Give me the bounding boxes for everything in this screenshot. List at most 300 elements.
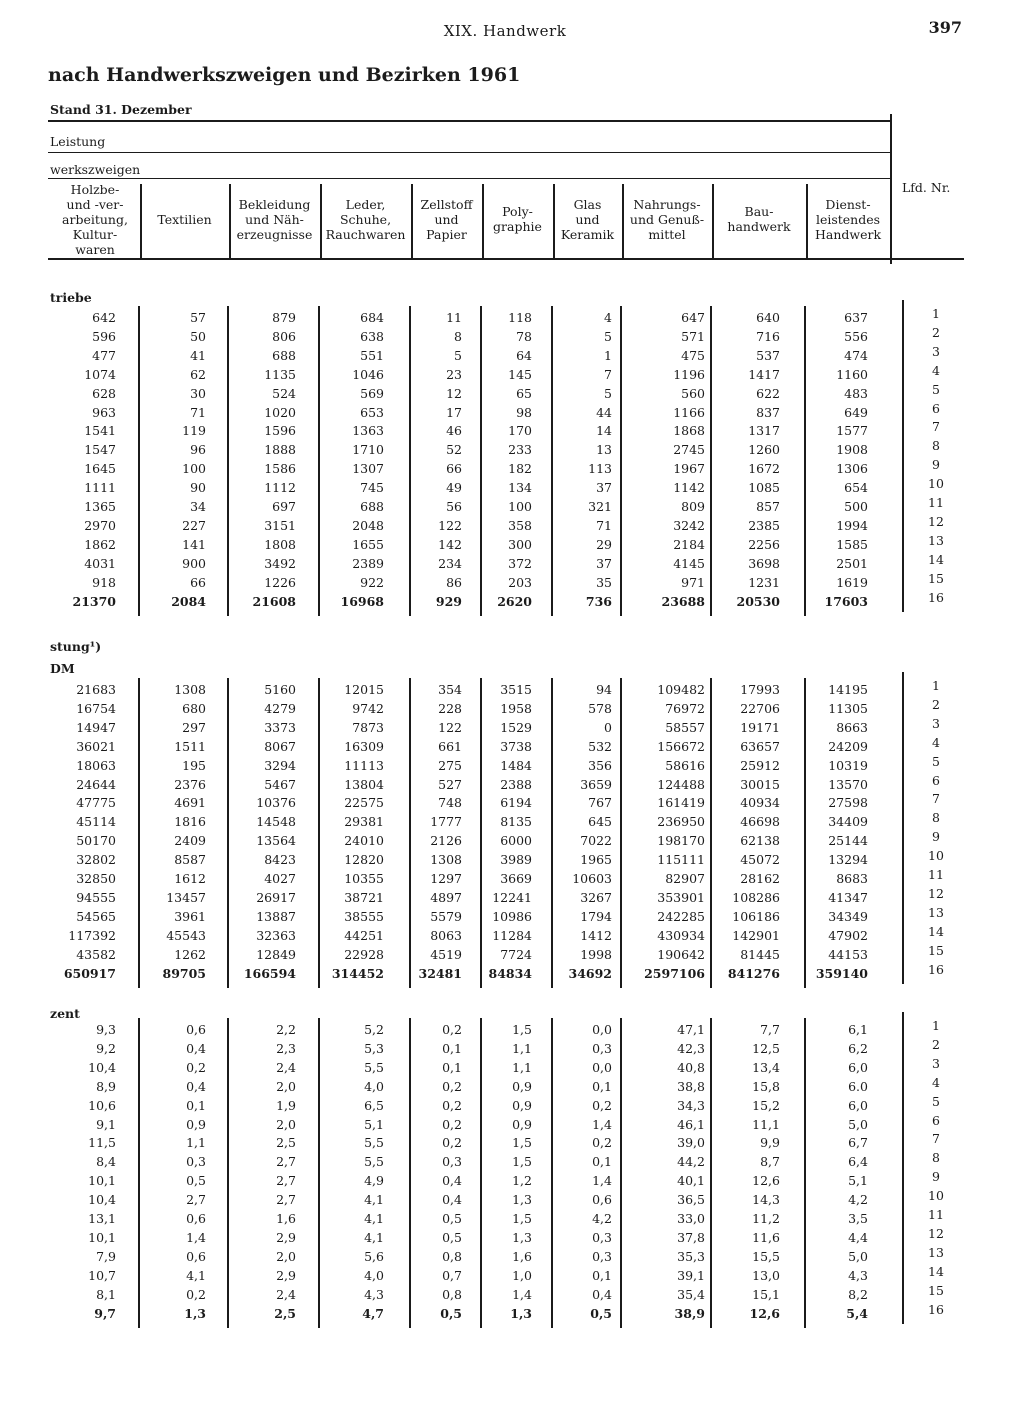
table-cell: 13	[596, 442, 612, 458]
table-cell: 65	[516, 385, 532, 401]
table-cell: 35	[596, 574, 612, 590]
table-cell: 1484	[500, 757, 532, 773]
table-cell: 1260	[748, 442, 780, 458]
table-cell: 39,1	[677, 1267, 705, 1283]
table-cell: 2409	[174, 833, 206, 849]
row-number: 3	[932, 343, 940, 359]
table-cell: 13564	[256, 833, 296, 849]
table-cell: 17993	[740, 682, 780, 697]
table-row	[0, 715, 1024, 739]
row-number: 11	[928, 495, 944, 510]
table-cell: 2184	[673, 536, 705, 552]
column-header-7	[553, 197, 622, 242]
table-cell: 36021	[76, 738, 116, 754]
table-cell: 879	[272, 310, 296, 325]
table-cell: 10376	[256, 795, 296, 811]
row-number: 9	[932, 829, 940, 845]
column-header-divider	[411, 184, 413, 258]
table-cell: 640	[756, 310, 780, 325]
table-cell: 242285	[657, 908, 705, 924]
table-cell: 12015	[344, 682, 384, 697]
table-row	[0, 1074, 1024, 1098]
table-cell: 8135	[500, 814, 532, 830]
table-cell: 16309	[344, 738, 384, 754]
table-cell: 0,2	[442, 1135, 462, 1151]
table-cell: 84834	[488, 965, 532, 981]
table-row	[0, 1112, 1024, 1136]
table-cell: 37,8	[677, 1229, 705, 1245]
table-cell: 0,1	[592, 1078, 612, 1094]
table-row	[0, 1131, 1024, 1154]
table-cell: 5579	[430, 908, 462, 924]
table-cell: 650917	[63, 965, 116, 981]
table-cell: 2,7	[276, 1154, 296, 1170]
table-cell: 1,5	[512, 1022, 532, 1037]
table-cell: 1,6	[276, 1211, 296, 1226]
row-number: 3	[932, 1055, 940, 1071]
table-cell: 1,3	[184, 1305, 206, 1321]
table-cell: 82907	[665, 871, 705, 886]
table-cell: 0,2	[186, 1286, 206, 1302]
column-header-divider	[140, 184, 142, 258]
table-cell: 0,3	[592, 1040, 612, 1056]
table-cell: 118	[508, 310, 532, 325]
table-row	[0, 848, 1024, 871]
table-cell: 161419	[657, 795, 705, 811]
table-cell: 4,3	[364, 1286, 384, 1302]
table-cell: 98	[516, 404, 532, 420]
column-header-line: Poly-	[502, 204, 533, 219]
table-cell: 10603	[572, 871, 612, 886]
table-cell: 1160	[836, 366, 868, 382]
table-row	[0, 400, 1024, 424]
table-cell: 5	[454, 347, 462, 363]
table-cell: 11113	[344, 757, 384, 773]
table-cell: 22928	[344, 946, 384, 962]
table-cell: 6,5	[364, 1097, 384, 1113]
table-cell: 10,1	[88, 1173, 116, 1189]
table-cell: 18063	[76, 757, 116, 773]
table-cell: 11,6	[752, 1229, 780, 1245]
table-row	[0, 885, 1024, 909]
table-cell: 3151	[264, 517, 296, 533]
column-header-divider	[712, 184, 714, 258]
table-cell: 0,4	[442, 1173, 462, 1189]
table-row	[0, 696, 1024, 720]
column-header-line: erzeugnisse	[236, 226, 313, 242]
table-row	[0, 1018, 1024, 1041]
table-cell: 0,5	[186, 1173, 206, 1189]
column-header-9	[712, 204, 806, 234]
table-cell: 963	[92, 404, 116, 420]
table-cell: 19171	[740, 719, 780, 735]
row-number: 4	[932, 734, 940, 750]
table-cell: 8423	[264, 852, 296, 868]
table-cell: 0,8	[442, 1248, 462, 1264]
table-cell: 33,0	[677, 1211, 705, 1226]
table-cell: 0,4	[186, 1040, 206, 1056]
table-cell: 2256	[748, 536, 780, 552]
table-cell: 841276	[727, 965, 780, 981]
row-number: 8	[932, 810, 940, 826]
table-row	[0, 362, 1024, 386]
table-cell: 1868	[673, 423, 705, 439]
table-cell: 475	[681, 347, 705, 363]
table-cell: 1655	[352, 536, 384, 552]
table-cell: 9,1	[96, 1116, 116, 1132]
row-number: 9	[932, 1169, 940, 1185]
table-cell: 688	[360, 499, 384, 514]
table-cell: 50	[190, 328, 206, 344]
table-cell: 57	[190, 310, 206, 325]
table-cell: 1,4	[592, 1173, 612, 1189]
row-number: 7	[932, 419, 940, 435]
table-cell: 40,8	[677, 1059, 705, 1075]
table-row	[0, 678, 1024, 701]
table-cell: 17	[446, 404, 462, 420]
column-header-4	[320, 197, 411, 242]
table-cell: 46698	[740, 814, 780, 830]
table-cell: 25912	[740, 757, 780, 773]
column-header-line: und	[575, 211, 600, 227]
table-cell: 1,3	[510, 1305, 532, 1321]
table-cell: 6,4	[848, 1154, 868, 1170]
table-cell: 0,9	[512, 1097, 532, 1113]
table-cell: 23688	[661, 593, 705, 609]
table-cell: 182	[508, 461, 532, 477]
table-cell: 0,4	[442, 1192, 462, 1208]
table-cell: 37	[596, 480, 612, 496]
table-row-total	[0, 961, 1024, 985]
table-cell: 89705	[162, 965, 206, 981]
table-cell: 1317	[748, 423, 780, 439]
table-row	[0, 753, 1024, 777]
table-cell: 1,9	[276, 1097, 296, 1113]
row-number: 13	[928, 532, 944, 548]
table-cell: 38,9	[674, 1305, 705, 1321]
table-cell: 1231	[748, 574, 780, 590]
table-cell: 4,2	[848, 1192, 868, 1208]
table-cell: 8,7	[760, 1154, 780, 1170]
table-cell: 0,2	[442, 1022, 462, 1037]
row-number: 14	[928, 551, 944, 567]
table-cell: 43582	[76, 946, 116, 962]
table-cell: 10355	[344, 871, 384, 886]
table-cell: 1,3	[512, 1229, 532, 1245]
table-cell: 86	[446, 574, 462, 590]
table-cell: 596	[92, 328, 116, 344]
table-cell: 3242	[673, 517, 705, 533]
table-cell: 0,9	[512, 1078, 532, 1094]
table-cell: 34,3	[677, 1097, 705, 1113]
table-row	[0, 1036, 1024, 1060]
column-header-line: Rauchwaren	[325, 226, 406, 242]
table-cell: 195	[182, 757, 206, 773]
table-cell: 1166	[673, 404, 705, 420]
table-cell: 321	[588, 499, 612, 514]
table-cell: 8683	[836, 871, 868, 886]
header-right-vline	[890, 114, 892, 264]
table-row	[0, 1150, 1024, 1173]
table-cell: 0,5	[442, 1211, 462, 1226]
row-number: 11	[928, 1207, 944, 1222]
row-number: 9	[932, 457, 940, 473]
table-row	[0, 867, 1024, 890]
table-cell: 41	[190, 347, 206, 363]
table-cell: 6,0	[848, 1097, 868, 1113]
table-cell: 748	[438, 795, 462, 811]
table-cell: 24644	[76, 776, 116, 792]
table-cell: 47,1	[677, 1022, 705, 1037]
table-row	[0, 551, 1024, 575]
table-cell: 1112	[264, 480, 296, 496]
table-cell: 76972	[665, 700, 705, 716]
table-cell: 359140	[815, 965, 868, 981]
table-cell: 15,8	[752, 1078, 780, 1094]
table-cell: 15,1	[752, 1286, 780, 1302]
table-cell: 1,0	[512, 1267, 532, 1283]
table-cell: 6,2	[848, 1040, 868, 1056]
table-cell: 13804	[344, 776, 384, 792]
table-cell: 0,8	[442, 1286, 462, 1302]
table-cell: 71	[190, 404, 206, 420]
table-cell: 569	[360, 385, 384, 401]
table-cell: 0,7	[442, 1267, 462, 1283]
table-row	[0, 1169, 1024, 1192]
table-cell: 5,5	[364, 1154, 384, 1170]
table-cell: 900	[182, 555, 206, 571]
table-cell: 929	[435, 593, 462, 609]
table-cell: 20530	[736, 593, 780, 609]
table-cell: 66	[446, 461, 462, 477]
table-cell: 90	[190, 480, 206, 496]
table-cell: 4,1	[364, 1192, 384, 1208]
column-header-line: Holzbe-	[70, 181, 120, 197]
table-cell: 228	[438, 700, 462, 716]
table-cell: 806	[272, 328, 296, 344]
table-cell: 0,5	[440, 1305, 462, 1321]
table-cell: 190642	[657, 946, 705, 962]
table-cell: 7873	[352, 719, 384, 735]
row-number: 10	[928, 1188, 944, 1204]
table-cell: 0,2	[442, 1116, 462, 1132]
lfd-nr-header: Lfd. Nr.	[902, 180, 951, 195]
table-cell: 9,3	[96, 1022, 116, 1037]
table-cell: 45072	[740, 852, 780, 868]
table-cell: 21683	[76, 682, 116, 697]
column-header-line: Nahrungs-	[633, 196, 701, 212]
table-cell: 3961	[174, 908, 206, 924]
section-label: zent	[50, 1006, 80, 1021]
table-cell: 3738	[500, 738, 532, 754]
table-cell: 134	[508, 480, 532, 496]
row-number: 13	[928, 904, 944, 920]
column-header-divider	[229, 184, 231, 258]
table-cell: 44153	[828, 946, 868, 962]
table-cell: 767	[588, 795, 612, 811]
table-cell: 0,6	[186, 1211, 206, 1226]
table-cell: 64	[516, 347, 532, 363]
running-title: XIX. Handwerk	[443, 22, 567, 40]
table-row	[0, 791, 1024, 814]
table-cell: 66	[190, 574, 206, 590]
table-cell: 14195	[828, 682, 868, 697]
table-cell: 4279	[264, 700, 296, 716]
column-header-line: Handwerk	[814, 226, 882, 242]
table-cell: 3267	[580, 889, 612, 905]
table-row	[0, 419, 1024, 442]
table-cell: 1142	[673, 480, 705, 496]
table-cell: 4027	[264, 871, 296, 886]
table-cell: 13887	[256, 908, 296, 924]
table-cell: 62138	[740, 833, 780, 849]
table-cell: 11,1	[752, 1116, 780, 1132]
row-number: 1	[932, 306, 940, 321]
table-cell: 78	[516, 328, 532, 344]
table-cell: 21608	[252, 593, 296, 609]
table-cell: 0,3	[442, 1154, 462, 1170]
table-cell: 9742	[352, 700, 384, 716]
table-cell: 578	[588, 700, 612, 716]
row-number: 8	[932, 1150, 940, 1166]
table-cell: 2501	[836, 555, 868, 571]
table-cell: 1297	[430, 871, 462, 886]
column-header-line: leistendes	[815, 211, 881, 227]
table-cell: 1,1	[186, 1135, 206, 1151]
row-number: 5	[932, 381, 940, 397]
column-header-8	[622, 197, 712, 242]
table-cell: 1226	[264, 574, 296, 590]
table-cell: 7,9	[96, 1248, 116, 1264]
table-cell: 22706	[740, 700, 780, 716]
row-number: 12	[928, 1225, 944, 1241]
row-number: 4	[932, 362, 940, 378]
table-cell: 100	[182, 461, 206, 477]
header-label-leistung: Leistung	[50, 134, 106, 149]
table-cell: 2376	[174, 776, 206, 792]
table-row	[0, 829, 1024, 852]
table-cell: 2,9	[276, 1229, 296, 1245]
table-cell: 8063	[430, 927, 462, 943]
row-number: 15	[928, 570, 944, 586]
page-title: nach Handwerkszweigen und Bezirken 1961	[48, 64, 521, 86]
table-cell: 532	[588, 738, 612, 754]
table-cell: 30015	[740, 776, 780, 792]
table-cell: 1307	[352, 461, 384, 477]
table-row	[0, 532, 1024, 556]
table-cell: 1808	[264, 536, 296, 552]
row-number: 16	[928, 589, 944, 605]
table-row	[0, 438, 1024, 461]
table-cell: 8663	[836, 719, 868, 735]
table-cell: 10,6	[88, 1097, 116, 1113]
table-cell: 1965	[580, 852, 612, 868]
table-row	[0, 904, 1024, 928]
table-cell: 56	[446, 499, 462, 514]
table-cell: 527	[438, 776, 462, 792]
table-cell: 46,1	[677, 1116, 705, 1132]
table-cell: 4,9	[364, 1173, 384, 1189]
table-row	[0, 1225, 1024, 1249]
table-cell: 10,4	[88, 1059, 116, 1075]
table-cell: 38555	[344, 908, 384, 924]
column-header-line: graphie	[493, 219, 542, 234]
table-cell: 638	[360, 328, 384, 344]
table-cell: 0,5	[590, 1305, 612, 1321]
table-cell: 44251	[344, 927, 384, 943]
table-cell: 122	[438, 517, 462, 533]
table-cell: 109482	[657, 682, 705, 697]
table-cell: 234	[438, 555, 462, 571]
table-cell: 44	[596, 404, 612, 420]
table-cell: 0,1	[592, 1154, 612, 1170]
table-cell: 5,4	[846, 1305, 868, 1321]
table-cell: 0,3	[592, 1229, 612, 1245]
table-cell: 922	[360, 574, 384, 590]
column-header-line: und Genuß-	[629, 211, 705, 227]
table-cell: 1794	[580, 908, 612, 924]
table-row	[0, 343, 1024, 367]
table-row	[0, 1263, 1024, 1287]
column-header-divider	[806, 184, 808, 258]
table-row	[0, 476, 1024, 499]
table-cell: 28162	[740, 871, 780, 886]
table-cell: 4,1	[186, 1267, 206, 1283]
table-cell: 32802	[76, 852, 116, 868]
row-number: 7	[932, 791, 940, 807]
table-cell: 24010	[344, 833, 384, 849]
table-cell: 297	[182, 719, 206, 735]
column-header-line: Glas	[573, 196, 602, 212]
table-cell: 2,7	[276, 1192, 296, 1208]
table-row	[0, 324, 1024, 348]
row-number: 4	[932, 1074, 940, 1090]
table-cell: 3989	[500, 852, 532, 868]
table-cell: 32481	[418, 965, 462, 981]
column-header-line: und Näh-	[245, 211, 304, 227]
table-cell: 1308	[430, 852, 462, 868]
table-cell: 4145	[673, 555, 705, 571]
table-cell: 1412	[580, 927, 612, 943]
table-cell: 1710	[352, 442, 384, 458]
table-cell: 34	[190, 499, 206, 514]
table-cell: 6194	[500, 795, 532, 811]
row-number: 15	[928, 1282, 944, 1298]
table-cell: 3515	[500, 682, 532, 697]
table-cell: 1020	[264, 404, 296, 420]
table-cell: 40,1	[677, 1173, 705, 1189]
table-cell: 142	[438, 536, 462, 552]
table-cell: 14	[596, 423, 612, 439]
table-cell: 236950	[657, 814, 705, 830]
table-cell: 30	[190, 385, 206, 401]
table-cell: 1046	[352, 366, 384, 382]
column-header-3	[229, 197, 320, 242]
column-header-6	[482, 204, 553, 234]
table-cell: 122	[438, 719, 462, 735]
table-cell: 166594	[243, 965, 296, 981]
column-header-5	[411, 197, 482, 242]
table-row-total	[0, 589, 1024, 613]
table-cell: 12	[446, 385, 462, 401]
table-cell: 4,2	[592, 1211, 612, 1226]
table-cell: 141	[182, 536, 206, 552]
table-cell: 2,5	[276, 1135, 296, 1151]
table-cell: 32850	[76, 871, 116, 886]
row-number: 16	[928, 1301, 944, 1317]
table-row	[0, 570, 1024, 594]
table-cell: 22575	[344, 795, 384, 811]
